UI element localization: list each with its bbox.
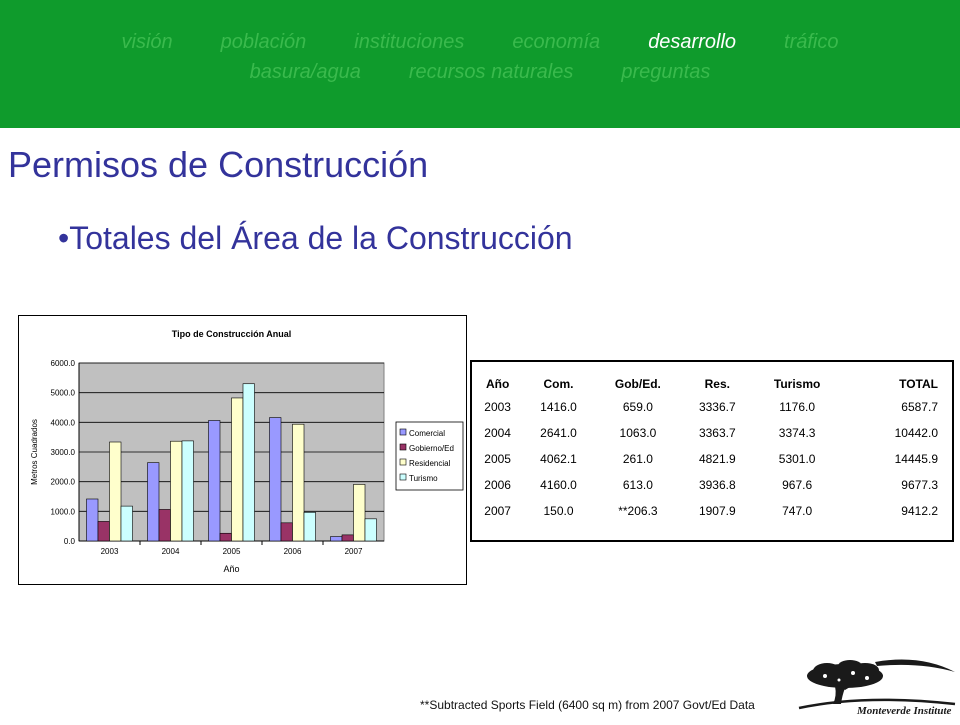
table-cell: 3936.8 bbox=[698, 478, 736, 492]
table-row bbox=[472, 394, 952, 420]
column-header: Gob/Ed. bbox=[614, 377, 661, 391]
bar-gobierno-ed-2006 bbox=[281, 523, 293, 541]
bar-gobierno-ed-2005 bbox=[220, 533, 232, 541]
table-cell: 261.0 bbox=[622, 452, 653, 466]
nav-row-secondary bbox=[0, 61, 960, 84]
y-tick-label: 5000.0 bbox=[50, 388, 75, 398]
y-tick-label: 6000.0 bbox=[50, 359, 75, 368]
logo-text: Monteverde Institute bbox=[857, 705, 952, 717]
y-tick-label: 3000.0 bbox=[50, 448, 75, 457]
nav-link[interactable]: instituciones bbox=[354, 31, 465, 53]
bar-turismo-2005 bbox=[243, 384, 255, 541]
bar-residencial-2004 bbox=[171, 441, 183, 541]
table-cell: 2641.0 bbox=[540, 426, 577, 440]
table-header-row bbox=[472, 374, 952, 394]
y-tick-label: 4000.0 bbox=[50, 418, 75, 428]
chart-svg bbox=[19, 316, 466, 584]
nav-link[interactable]: economía bbox=[512, 31, 601, 53]
bar-residencial-2007 bbox=[354, 484, 366, 541]
bar-residencial-2003 bbox=[110, 442, 122, 541]
bar-gobierno-ed-2007 bbox=[342, 535, 354, 541]
data-table-box bbox=[470, 360, 954, 542]
legend-label: Turismo bbox=[409, 474, 438, 483]
y-tick-label: 0.0 bbox=[63, 537, 75, 546]
table-cell: 4160.0 bbox=[540, 478, 577, 492]
table-cell: 1907.9 bbox=[698, 504, 736, 518]
legend-swatch bbox=[400, 474, 406, 480]
nav-link[interactable]: visión bbox=[121, 31, 173, 53]
table-cell: 9677.3 bbox=[901, 478, 938, 492]
bar-comercial-2006 bbox=[270, 418, 282, 541]
nav-link[interactable]: preguntas bbox=[621, 61, 711, 83]
table-cell: 747.0 bbox=[782, 504, 813, 518]
nav-link[interactable]: desarrollo bbox=[648, 31, 737, 53]
bar-residencial-2006 bbox=[293, 424, 305, 541]
column-header: Com. bbox=[543, 377, 574, 391]
table-cell: 5301.0 bbox=[778, 452, 816, 466]
table-cell: 3363.7 bbox=[698, 426, 736, 440]
table-cell: 659.0 bbox=[622, 400, 653, 414]
table-cell: 9412.2 bbox=[901, 504, 938, 518]
table-row bbox=[472, 472, 952, 498]
footnote: **Subtracted Sports Field (6400 sq m) from 2007 Govt/Ed Data bbox=[420, 698, 755, 712]
table-cell: 967.6 bbox=[782, 478, 813, 492]
table-cell: 2004 bbox=[484, 426, 511, 440]
nav-row-primary bbox=[0, 31, 960, 54]
y-tick-label: 1000.0 bbox=[50, 507, 75, 517]
bar-comercial-2004 bbox=[148, 463, 160, 541]
column-header: Turismo bbox=[773, 377, 821, 391]
section-subtitle: •Totales del Área de la Construcción bbox=[58, 220, 573, 256]
x-tick-label: 2003 bbox=[100, 547, 119, 556]
data-table bbox=[472, 374, 952, 524]
bar-gobierno-ed-2003 bbox=[98, 521, 110, 541]
bar-turismo-2007 bbox=[365, 519, 377, 541]
table-cell: 6587.7 bbox=[901, 400, 938, 414]
table-cell: 2006 bbox=[484, 478, 511, 492]
x-tick-label: 2004 bbox=[161, 547, 180, 556]
table-row bbox=[472, 498, 952, 524]
x-tick-label: 2005 bbox=[222, 547, 241, 556]
table-row bbox=[472, 420, 952, 446]
y-axis-label: Metros Cuadrados bbox=[30, 419, 39, 485]
column-header: Año bbox=[485, 377, 510, 391]
x-tick-label: 2007 bbox=[344, 547, 363, 556]
table-cell: 4821.9 bbox=[698, 452, 736, 466]
table-cell: 2007 bbox=[484, 504, 511, 518]
table-cell: 3336.7 bbox=[698, 400, 736, 414]
monteverde-institute-logo bbox=[795, 656, 960, 720]
page-title: Permisos de Construcción bbox=[8, 144, 429, 185]
bar-chart bbox=[18, 315, 467, 585]
column-header: Res. bbox=[704, 377, 730, 391]
nav-link[interactable]: basura/agua bbox=[249, 61, 361, 83]
top-navigation bbox=[0, 0, 960, 128]
table-cell: 1063.0 bbox=[619, 426, 657, 440]
legend-label: Residencial bbox=[409, 459, 451, 468]
table-cell: **206.3 bbox=[618, 504, 658, 518]
table-cell: 10442.0 bbox=[894, 426, 938, 440]
column-header: TOTAL bbox=[899, 377, 938, 391]
table-cell: 150.0 bbox=[543, 504, 574, 518]
x-axis-label: Año bbox=[223, 564, 240, 574]
bar-comercial-2005 bbox=[209, 420, 221, 541]
bar-residencial-2005 bbox=[232, 398, 244, 541]
table-row bbox=[472, 446, 952, 472]
legend-label: Comercial bbox=[409, 429, 446, 438]
table-cell: 2005 bbox=[484, 452, 511, 466]
table-cell: 613.0 bbox=[622, 478, 653, 492]
y-tick-label: 2000.0 bbox=[50, 477, 75, 487]
x-tick-label: 2006 bbox=[283, 547, 302, 556]
chart-title: Tipo de Construcción Anual bbox=[171, 329, 292, 339]
bar-gobierno-ed-2004 bbox=[159, 509, 171, 541]
legend-label: Gobierno/Ed bbox=[409, 444, 454, 453]
table-cell: 3374.3 bbox=[778, 426, 816, 440]
bar-comercial-2007 bbox=[331, 537, 343, 541]
table-cell: 1176.0 bbox=[779, 400, 816, 414]
legend-swatch bbox=[400, 444, 406, 450]
nav-link[interactable]: tráfico bbox=[784, 31, 839, 53]
legend-swatch bbox=[400, 459, 406, 465]
legend-swatch bbox=[400, 429, 406, 435]
nav-link[interactable]: población bbox=[220, 31, 307, 53]
bar-comercial-2003 bbox=[87, 499, 99, 541]
table-cell: 2003 bbox=[484, 400, 511, 414]
bar-turismo-2004 bbox=[182, 441, 194, 541]
nav-link[interactable]: recursos naturales bbox=[408, 61, 574, 83]
bar-turismo-2003 bbox=[121, 506, 133, 541]
table-cell: 1416.0 bbox=[540, 400, 577, 414]
bar-turismo-2006 bbox=[304, 512, 316, 541]
table-cell: 14445.9 bbox=[894, 452, 938, 466]
table-cell: 4062.1 bbox=[540, 452, 577, 466]
